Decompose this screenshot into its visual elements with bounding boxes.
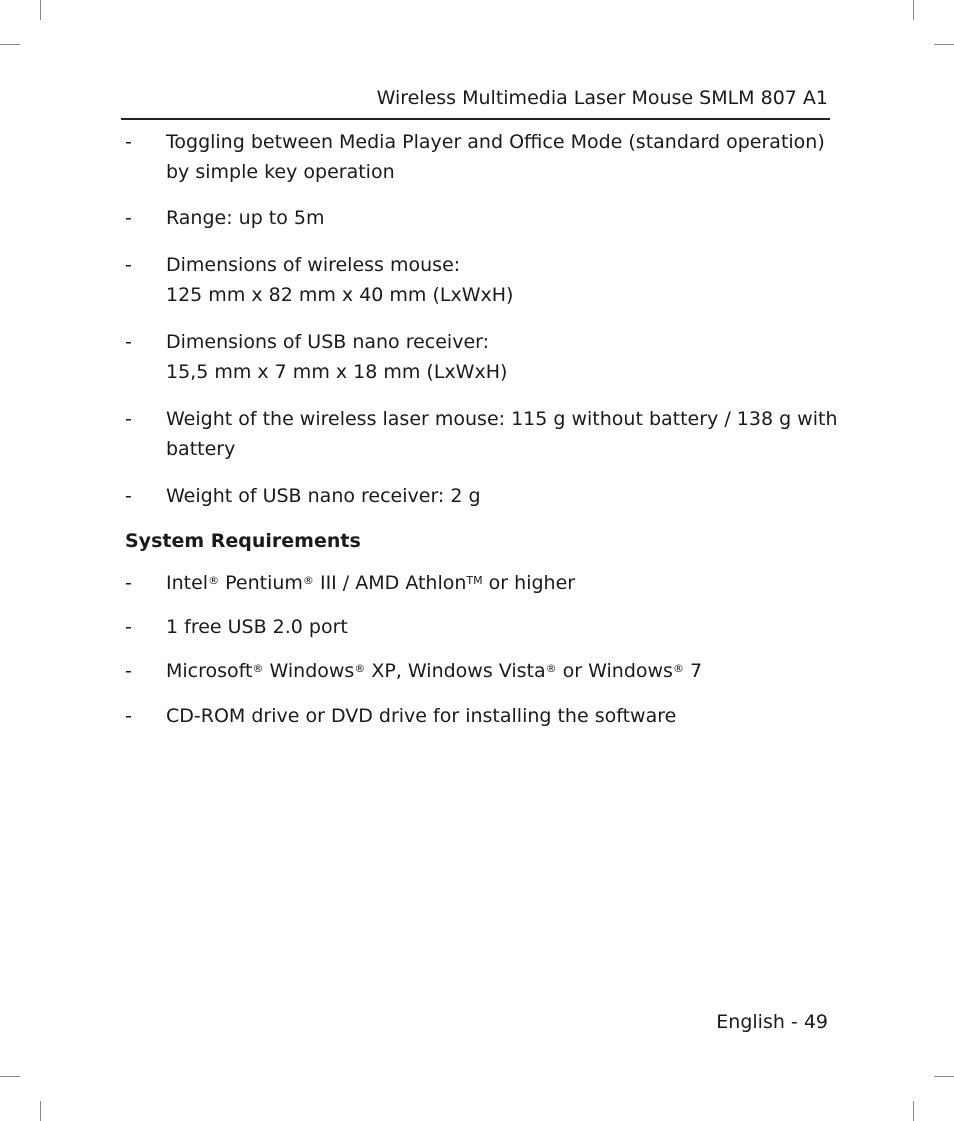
trademark-mark: ® [545,662,557,675]
crop-mark [934,1076,954,1077]
trademark-mark: ® [252,662,264,675]
text-segment: Pentium [219,572,303,594]
text-segment: Windows [263,660,355,682]
text-segment: 1 free USB 2.0 port [166,616,348,638]
trademark-mark: ® [672,662,684,675]
list-dash: - [125,331,132,353]
list-dash: - [125,705,132,727]
list-item-text: Weight of the wireless laser mouse: 115 g without battery / 138 g with [166,408,838,430]
list-item-text [166,612,830,642]
trademark-mark: ® [302,574,314,587]
list-item-text [166,701,830,731]
trademark-mark: TM [466,574,483,587]
list-item-text: Dimensions of wireless mouse: [166,254,461,276]
page-number: English - 49 [716,1011,828,1033]
list-item-text: Range: up to 5m [166,207,325,229]
list-item-text: battery [166,438,236,460]
list-dash: - [125,660,132,682]
section-heading: System Requirements [125,530,361,552]
text-segment: or Windows [556,660,673,682]
list-item-text: Dimensions of USB nano receiver: [166,331,490,353]
trademark-mark: ® [208,574,220,587]
crop-mark [0,44,20,45]
text-segment: III / AMD Athlon [313,572,467,594]
text-segment: or higher [482,572,576,594]
list-item-text: 125 mm x 82 mm x 40 mm (LxWxH) [166,284,514,306]
crop-mark [0,1076,20,1077]
text-segment: 7 [683,660,703,682]
list-item-text: 15,5 mm x 7 mm x 18 mm (LxWxH) [166,361,508,383]
list-item-text [166,656,830,686]
list-item-text: by simple key operation [166,161,395,183]
list-item-text: Weight of USB nano receiver: 2 g [166,485,481,507]
header-rule [121,118,830,120]
list-dash: - [125,254,132,276]
text-segment: CD-ROM drive or DVD drive for installing the software [166,705,677,727]
crop-mark [913,1101,914,1121]
list-dash: - [125,408,132,430]
list-dash: - [125,572,132,594]
text-segment: Intel [166,572,209,594]
list-dash: - [125,616,132,638]
crop-mark [934,44,954,45]
crop-mark [40,1101,41,1121]
list-dash: - [125,207,132,229]
running-header: Wireless Multimedia Laser Mouse SMLM 807 A1 [376,87,828,109]
trademark-mark: ® [354,662,366,675]
crop-mark [913,0,914,20]
list-item-text: Toggling between Media Player and Office Mode (standard operation) [166,131,825,153]
list-dash: - [125,131,132,153]
text-segment: Microsoft [166,660,253,682]
list-item-text [166,568,830,598]
text-segment: XP, Windows Vista [365,660,546,682]
crop-mark [40,0,41,20]
list-dash: - [125,485,132,507]
